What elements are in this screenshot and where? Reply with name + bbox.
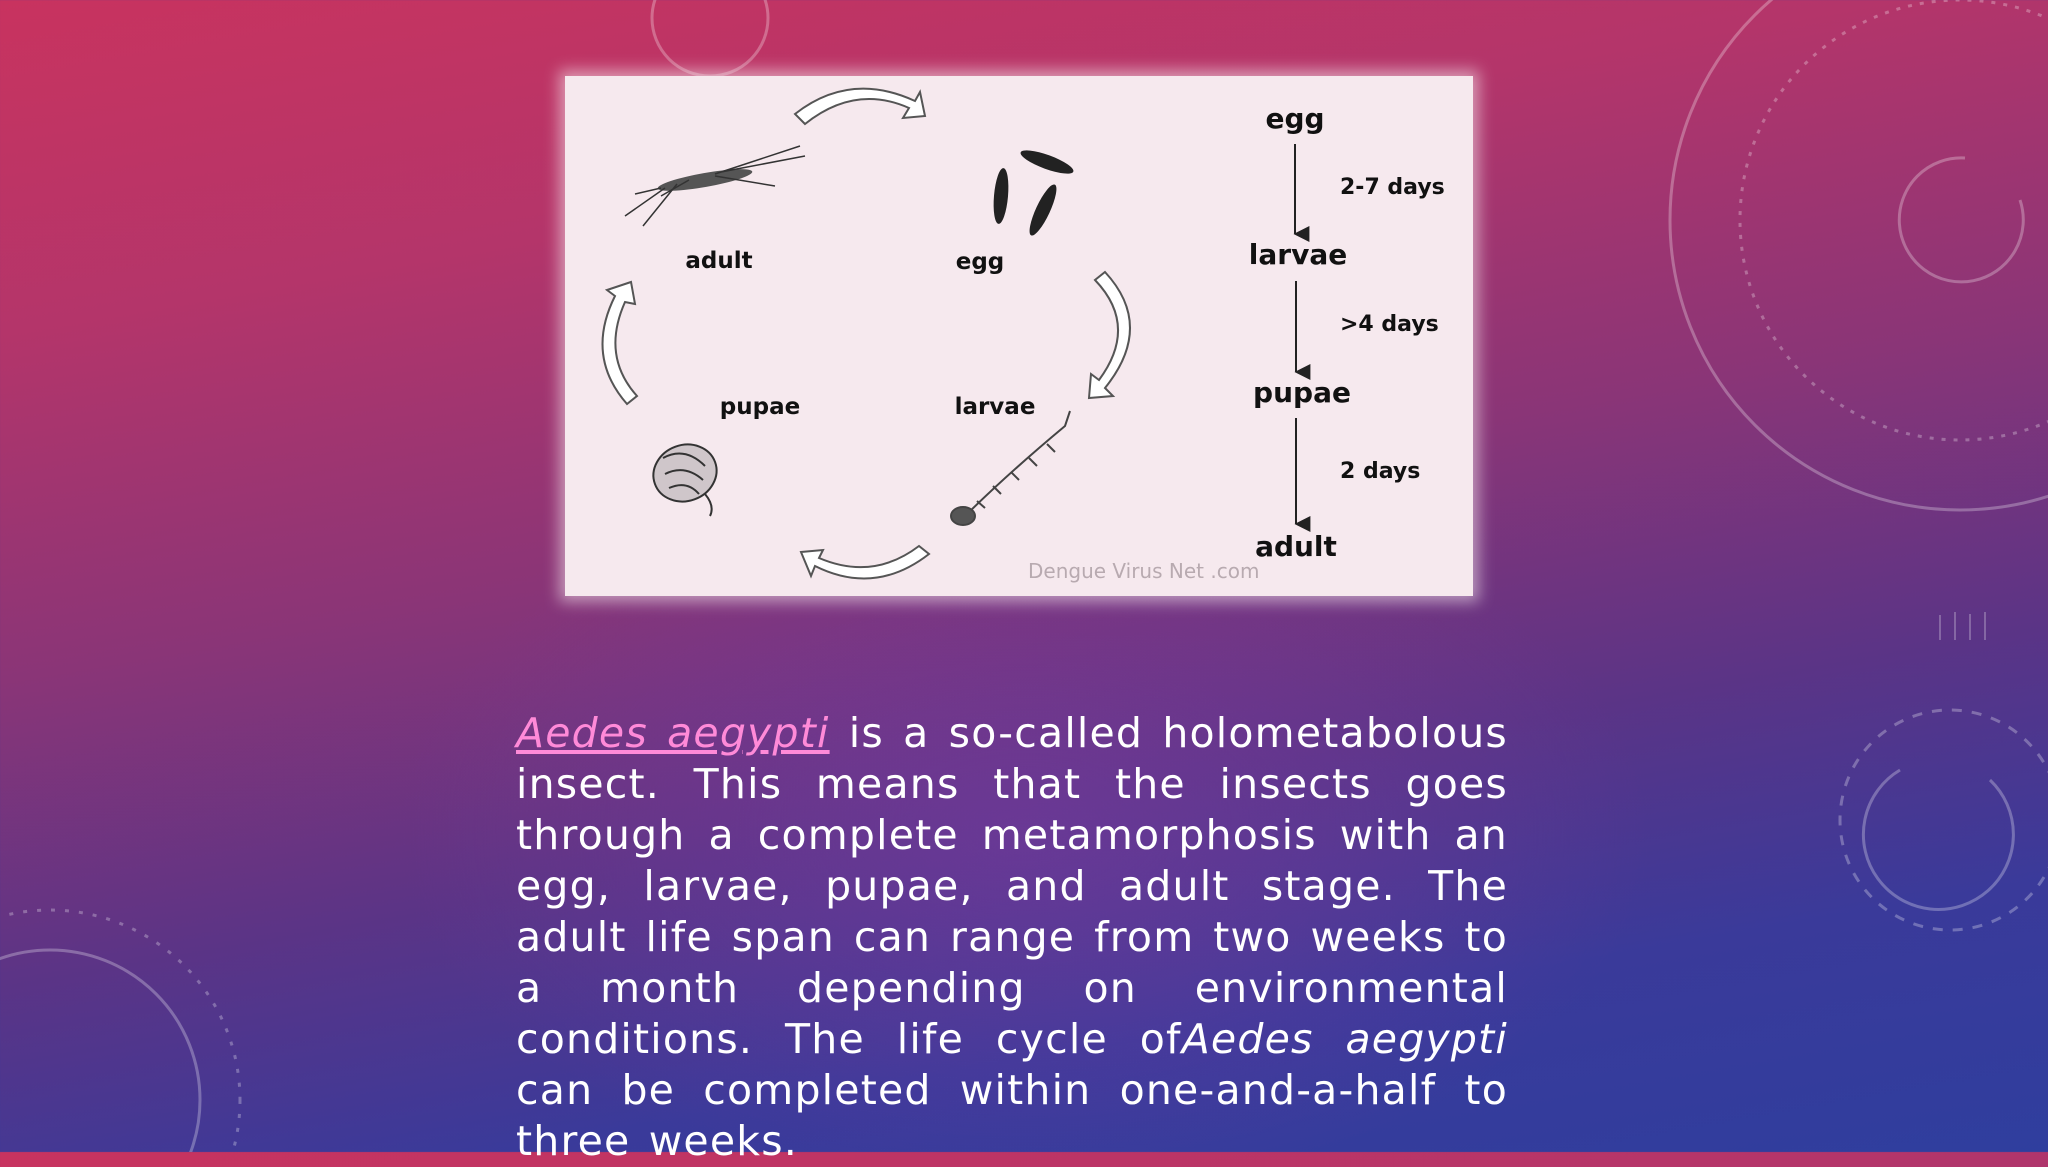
cycle-label-egg: egg (955, 249, 1005, 275)
timeline-stage-pupae: pupae (1253, 376, 1351, 409)
timeline-stage-egg: egg (1265, 102, 1325, 135)
cycle-label-adult: adult (685, 248, 753, 274)
species-italic: Aedes aegypti (1181, 1015, 1508, 1063)
body-text-part-1: is a so-called holometabolous insect. This means that the insects goes through a complete metamorphosis with an egg, larvae, pupae, and adult stage. The adult life span can range from two weeks to a month depending on environmental conditions. The life cycle of (516, 709, 1508, 1063)
timeline-duration-3: 2 days (1340, 459, 1421, 484)
cycle-arrow-top (795, 89, 925, 124)
adult-mosquito-illustration (625, 146, 805, 226)
cycle-arrow-right (1089, 272, 1130, 398)
timeline-duration-2: >4 days (1340, 312, 1439, 337)
figure-watermark: Dengue Virus Net .com (1028, 559, 1260, 583)
pupae-illustration (645, 436, 724, 516)
larvae-illustration (951, 411, 1070, 525)
mosquito-life-cycle-figure (565, 76, 1473, 596)
cycle-arrow-left (603, 282, 638, 404)
egg-illustration (992, 146, 1076, 238)
cycle-label-larvae: larvae (954, 394, 1036, 420)
timeline-stage-larvae: larvae (1248, 238, 1348, 271)
timeline-stage-adult: adult (1255, 530, 1337, 563)
body-text-part-2: can be completed within one-and-a-half to three weeks. (516, 1066, 1508, 1165)
life-cycle-diagram (565, 76, 1473, 596)
cycle-arrow-bottom (801, 546, 929, 579)
cycle-label-pupae: pupae (719, 394, 801, 420)
body-paragraph (516, 708, 1508, 1167)
species-link[interactable]: Aedes aegypti (516, 709, 830, 757)
timeline-duration-1: 2-7 days (1340, 175, 1445, 200)
